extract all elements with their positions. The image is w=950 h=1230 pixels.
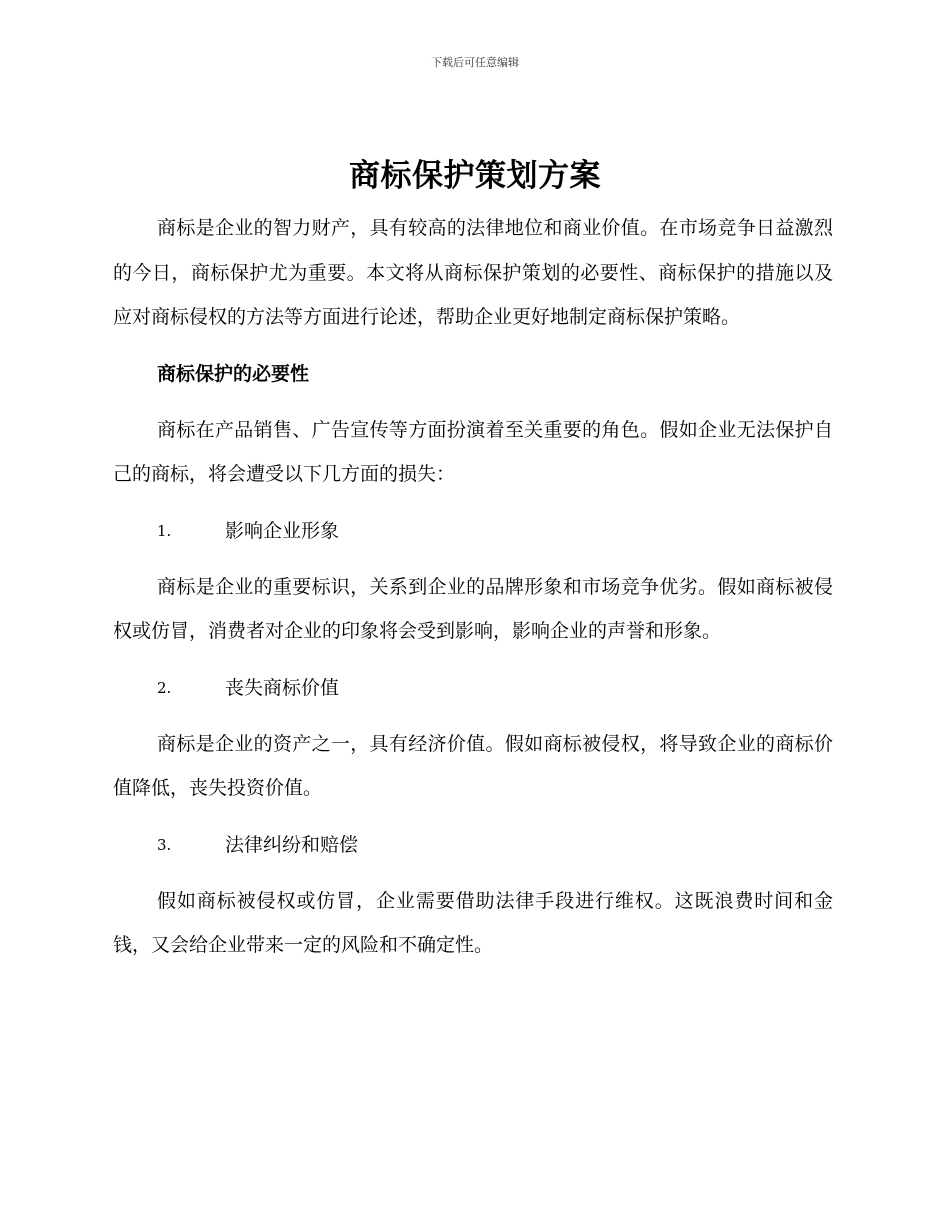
- list-number: 1.: [157, 521, 172, 540]
- list-item-3: [113, 823, 833, 867]
- intro-paragraph: 商标是企业的智力财产，具有较高的法律地位和商业价值。在市场竞争日益激烈的今日，商标保护尤为重要。本文将从商标保护策划的必要性、商标保护的措施以及应对商标侵权的方法等方面进行论述，帮助企业更好地制定商标保护策略。: [113, 217, 833, 328]
- list-item-body-1: 商标是企业的重要标识，关系到企业的品牌形象和市场竞争优劣。假如商标被侵权或仿冒，消费者对企业的印象将会受到影响，影响企业的声誉和形象。: [113, 575, 833, 642]
- list-number: 3.: [157, 835, 172, 854]
- list-item-title: 法律纠纷和赔偿: [225, 833, 359, 856]
- list-item-title: 影响企业形象: [225, 519, 340, 542]
- section-heading-necessity: 商标保护的必要性: [157, 362, 310, 385]
- document-body: [113, 206, 833, 968]
- list-item-2: [113, 666, 833, 710]
- document-title: 商标保护策划方案: [349, 158, 601, 194]
- list-item-1: [113, 509, 833, 553]
- list-number: 2.: [157, 678, 172, 697]
- list-item-title: 丧失商标价值: [225, 676, 340, 699]
- list-item-body-2: 商标是企业的资产之一，具有经济价值。假如商标被侵权，将导致企业的商标价值降低，丧失投资价值。: [113, 732, 833, 799]
- section-lead-paragraph: 商标在产品销售、广告宣传等方面扮演着至关重要的角色。假如企业无法保护自己的商标，将会遭受以下几方面的损失：: [113, 418, 833, 485]
- header-note: 下载后可任意编辑: [431, 56, 519, 69]
- list-item-body-3: 假如商标被侵权或仿冒，企业需要借助法律手段进行维权。这既浪费时间和金钱，又会给企业带来一定的风险和不确定性。: [113, 889, 833, 956]
